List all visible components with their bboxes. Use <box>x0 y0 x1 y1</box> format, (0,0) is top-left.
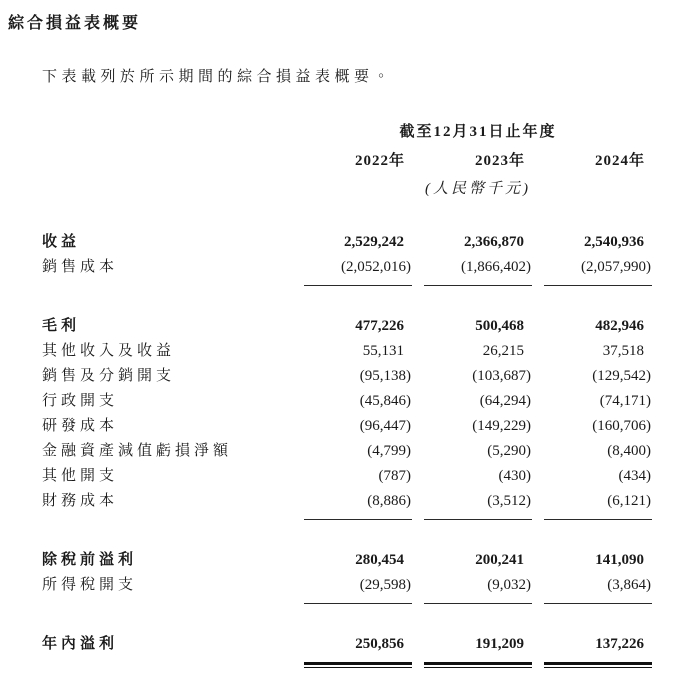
table-row <box>42 573 652 604</box>
table-row <box>42 255 652 286</box>
income-statement-table <box>42 120 652 665</box>
cell-value: 2,366,870 <box>464 234 524 250</box>
section-spacer <box>42 286 652 314</box>
table-row <box>42 389 652 414</box>
table-row <box>42 339 652 364</box>
cell-value: 477,226 <box>355 318 404 334</box>
cell-value: (160,706) <box>592 418 651 434</box>
cell-value: (96,447) <box>359 418 411 434</box>
unit-note-row <box>42 177 652 202</box>
cell-value: 137,226 <box>544 632 652 665</box>
table-row <box>42 464 652 489</box>
row-label: 財務成本 <box>42 493 119 509</box>
cell-value: 55,131 <box>362 343 404 359</box>
table-row <box>42 364 652 389</box>
cell-value: (787) <box>378 468 411 484</box>
table-row <box>42 230 652 255</box>
cell-value: (2,057,990) <box>544 255 652 286</box>
cell-value: 2,540,936 <box>584 234 644 250</box>
year-header-row <box>42 149 652 174</box>
row-label: 除稅前溢利 <box>42 552 138 568</box>
row-label: 其他收入及收益 <box>42 343 176 359</box>
cell-value: (6,121) <box>544 489 652 520</box>
cell-value: (129,542) <box>592 368 651 384</box>
cell-value: 2,529,242 <box>344 234 404 250</box>
table-row <box>42 548 652 573</box>
cell-value: (5,290) <box>487 443 531 459</box>
cell-value: (29,598) <box>304 573 412 604</box>
cell-value: (8,400) <box>607 443 651 459</box>
row-label: 其他開支 <box>42 468 119 484</box>
cell-value: 200,241 <box>475 552 524 568</box>
table-row <box>42 414 652 439</box>
cell-value: (4,799) <box>367 443 411 459</box>
cell-value: (64,294) <box>479 393 531 409</box>
cell-value: 482,946 <box>595 318 644 334</box>
period-header-row <box>42 120 652 145</box>
row-label: 年內溢利 <box>42 636 119 652</box>
cell-value: (1,866,402) <box>424 255 532 286</box>
year-header-2024: 2024年 <box>594 153 645 169</box>
row-label: 銷售成本 <box>42 259 119 275</box>
cell-value: (95,138) <box>359 368 411 384</box>
label-column-spacer <box>42 120 292 145</box>
unit-note: (人民幣千元) <box>425 181 531 197</box>
cell-value: (103,687) <box>472 368 531 384</box>
row-label: 銷售及分銷開支 <box>42 368 176 384</box>
row-label: 金融資產減值虧損淨額 <box>42 443 233 459</box>
table-row <box>42 632 652 665</box>
table-row <box>42 314 652 339</box>
cell-value: 280,454 <box>355 552 404 568</box>
cell-value: 250,856 <box>304 632 412 665</box>
cell-value: (9,032) <box>424 573 532 604</box>
page-title: 綜合損益表概要 <box>8 15 142 32</box>
cell-value: (2,052,016) <box>304 255 412 286</box>
year-header-2023: 2023年 <box>474 153 525 169</box>
label-column-spacer <box>42 149 292 174</box>
table-row <box>42 489 652 520</box>
label-column-spacer <box>42 177 292 202</box>
table-row <box>42 439 652 464</box>
cell-value: 141,090 <box>595 552 644 568</box>
row-label: 毛利 <box>42 318 81 334</box>
cell-value: (430) <box>498 468 531 484</box>
intro-text: 下表載列於所示期間的綜合損益表概要。 <box>42 69 394 85</box>
row-label: 收益 <box>42 234 81 250</box>
row-label: 所得稅開支 <box>42 577 138 593</box>
cell-value: 191,209 <box>424 632 532 665</box>
cell-value: 500,468 <box>475 318 524 334</box>
cell-value: 26,215 <box>482 343 524 359</box>
period-header: 截至12月31日止年度 <box>399 124 557 140</box>
section-spacer <box>42 520 652 548</box>
table-rows <box>42 230 652 665</box>
section-spacer <box>42 604 652 632</box>
cell-value: (434) <box>618 468 651 484</box>
cell-value: (8,886) <box>304 489 412 520</box>
cell-value: (3,512) <box>424 489 532 520</box>
cell-value: (74,171) <box>599 393 651 409</box>
cell-value: (149,229) <box>472 418 531 434</box>
year-header-2022: 2022年 <box>354 153 405 169</box>
cell-value: 37,518 <box>602 343 644 359</box>
cell-value: (3,864) <box>544 573 652 604</box>
row-label: 研發成本 <box>42 418 119 434</box>
cell-value: (45,846) <box>359 393 411 409</box>
row-label: 行政開支 <box>42 393 119 409</box>
